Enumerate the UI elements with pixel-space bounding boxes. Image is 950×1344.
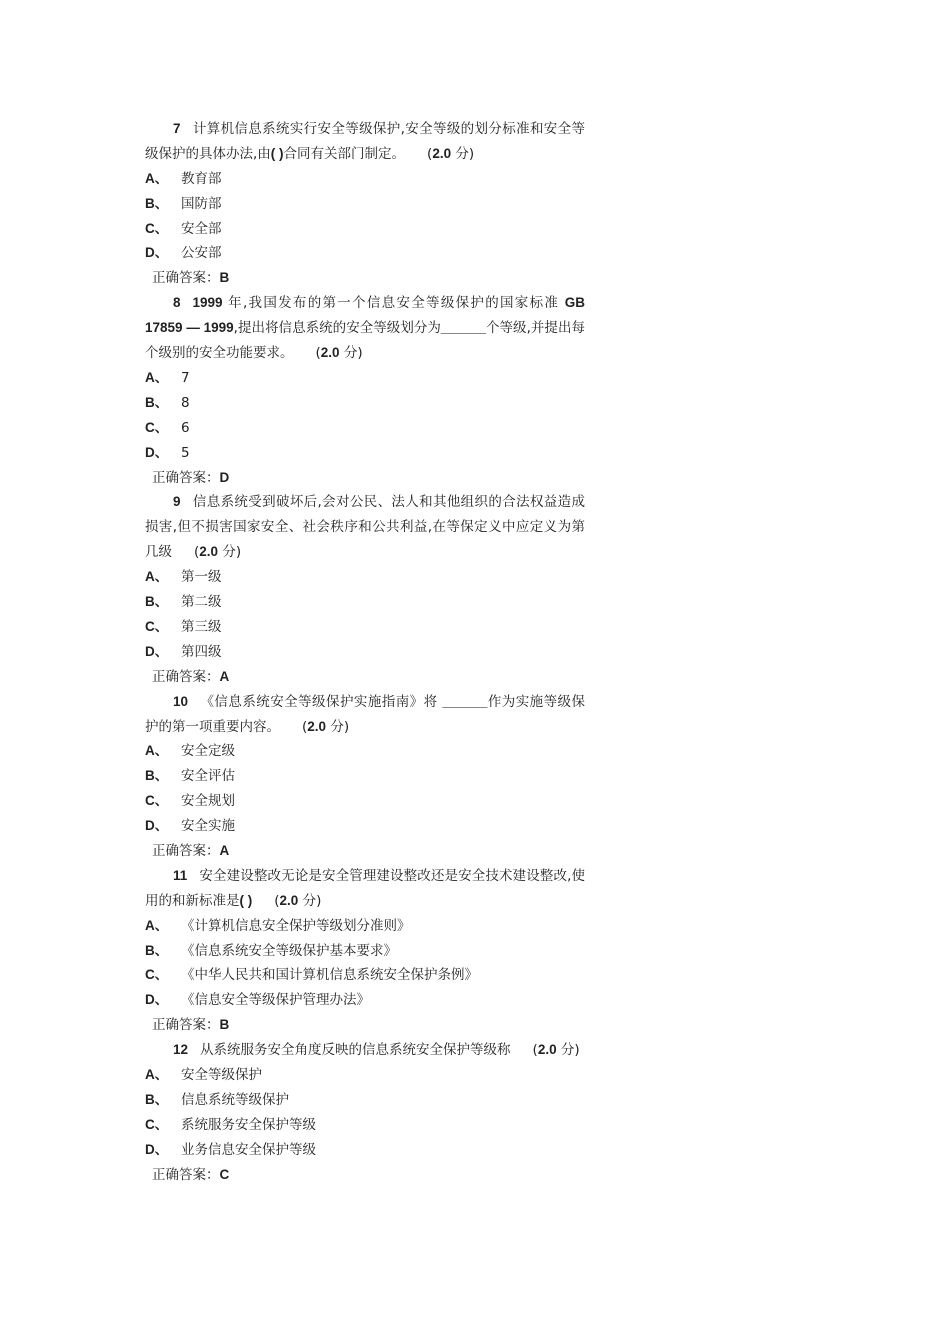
- option-b: [145, 1088, 585, 1113]
- option-text: 国防部: [181, 195, 222, 212]
- option-text: 8: [181, 394, 190, 411]
- option-letter: A、: [145, 917, 169, 933]
- option-text: 业务信息安全保护等级: [181, 1141, 316, 1158]
- option-letter: B、: [145, 594, 169, 610]
- option-text: 《中华人民共和国计算机信息系统安全保护条例》: [181, 967, 478, 984]
- answer-value: A: [219, 842, 230, 858]
- option-text: 6: [181, 419, 190, 436]
- question-score: (2.0 分): [274, 892, 322, 909]
- option-text: 《计算机信息安全保护等级划分准则》: [181, 917, 411, 934]
- question-score: (2.0 分): [427, 145, 475, 162]
- option-a: [145, 739, 585, 764]
- question-body: 信息系统受到破坏后,会对公民、法人和其他组织的合法权益造成损害,但不损害国家安全、社会秩序和公共利益,在等保定义中应定义为第几级: [145, 494, 585, 561]
- option-d: [145, 241, 585, 266]
- question-text: [145, 690, 585, 740]
- option-text: 第二级: [181, 594, 222, 611]
- answer-value: B: [219, 270, 230, 286]
- answer-label: 正确答案：: [152, 668, 220, 685]
- option-c: [145, 217, 585, 242]
- question-score: (2.0 分): [532, 1042, 580, 1059]
- answer-label: 正确答案：: [152, 1017, 220, 1034]
- option-b: [145, 192, 585, 217]
- option-text: 安全规划: [181, 793, 235, 810]
- question-text: [145, 490, 585, 565]
- option-b: [145, 590, 585, 615]
- option-a: [145, 914, 585, 939]
- option-letter: C、: [145, 1116, 169, 1132]
- option-letter: A、: [145, 1067, 169, 1083]
- question-number: 8: [173, 295, 181, 311]
- option-a: [145, 167, 585, 192]
- question-body: 从系统服务安全角度反映的信息系统安全保护等级称: [200, 1042, 511, 1059]
- option-d: [145, 814, 585, 839]
- option-letter: D、: [145, 818, 169, 834]
- answer-value: C: [219, 1166, 230, 1182]
- option-letter: B、: [145, 942, 169, 958]
- answer-label: 正确答案：: [152, 270, 220, 287]
- option-letter: B、: [145, 1091, 169, 1107]
- option-letter: C、: [145, 793, 169, 809]
- option-letter: C、: [145, 618, 169, 634]
- question-block-8: [145, 291, 585, 490]
- option-list: [145, 366, 585, 466]
- correct-answer: [152, 1163, 585, 1188]
- question-number: 9: [173, 494, 181, 510]
- question-block-11: [145, 864, 585, 1038]
- option-text: 安全评估: [181, 768, 235, 785]
- option-letter: B、: [145, 394, 169, 410]
- option-letter: D、: [145, 444, 169, 460]
- option-text: 第四级: [181, 643, 222, 660]
- option-c: [145, 416, 585, 441]
- option-d: [145, 441, 585, 466]
- correct-answer: [152, 839, 585, 864]
- question-block-7: [145, 117, 585, 291]
- question-number: 12: [173, 1042, 189, 1058]
- option-letter: C、: [145, 419, 169, 435]
- answer-value: D: [219, 469, 230, 485]
- option-letter: B、: [145, 195, 169, 211]
- option-text: 教育部: [181, 170, 222, 187]
- option-b: [145, 764, 585, 789]
- option-text: 安全等级保护: [181, 1067, 262, 1084]
- option-text: 公安部: [181, 245, 222, 262]
- option-d: [145, 1138, 585, 1163]
- option-letter: A、: [145, 569, 169, 585]
- option-a: [145, 565, 585, 590]
- correct-answer: [152, 266, 585, 291]
- option-letter: D、: [145, 245, 169, 261]
- document-body: [145, 117, 585, 1188]
- question-block-10: [145, 690, 585, 864]
- option-text: 《信息系统安全等级保护基本要求》: [181, 942, 397, 959]
- option-text: 第三级: [181, 618, 222, 635]
- answer-label: 正确答案：: [152, 1166, 220, 1183]
- option-letter: C、: [145, 967, 169, 983]
- answer-label: 正确答案：: [152, 469, 220, 486]
- option-text: 安全定级: [181, 743, 235, 760]
- question-text: [145, 864, 585, 914]
- question-body: 计算机信息系统实行安全等级保护,安全等级的划分标准和安全等级保护的具体办法,由( )合同有关部门制定。: [145, 121, 585, 162]
- option-letter: D、: [145, 992, 169, 1008]
- option-letter: A、: [145, 369, 169, 385]
- option-text: 信息系统等级保护: [181, 1091, 289, 1108]
- question-number: 7: [173, 121, 181, 136]
- correct-answer: [152, 1013, 585, 1038]
- option-b: [145, 391, 585, 416]
- question-body: 《信息系统安全等级保护实施指南》将 ______作为实施等级保护的第一项重要内容。: [145, 693, 586, 735]
- question-number: 11: [173, 867, 188, 883]
- option-b: [145, 939, 585, 964]
- option-letter: C、: [145, 220, 169, 236]
- option-d: [145, 640, 585, 665]
- question-score: (2.0 分): [302, 718, 350, 735]
- question-body: 1999 年,我国发布的第一个信息安全等级保护的国家标准 GB 17859 — 1999,提出将信息系统的安全等级划分为______个等级,并提出每个级别的安全功能要求。: [145, 295, 585, 362]
- option-text: 7: [181, 369, 190, 386]
- option-text: 《信息安全等级保护管理办法》: [181, 992, 370, 1009]
- option-letter: A、: [145, 170, 169, 186]
- answer-value: B: [219, 1017, 230, 1033]
- option-c: [145, 615, 585, 640]
- option-text: 安全部: [181, 220, 222, 237]
- option-c: [145, 963, 585, 988]
- option-list: [145, 167, 585, 267]
- question-block-12: [145, 1038, 585, 1187]
- question-score: (2.0 分): [194, 544, 242, 561]
- option-letter: D、: [145, 1141, 169, 1157]
- option-d: [145, 988, 585, 1013]
- option-text: 系统服务安全保护等级: [181, 1116, 316, 1133]
- option-list: [145, 1063, 585, 1163]
- answer-value: A: [219, 668, 230, 684]
- question-text: [145, 117, 585, 167]
- option-letter: B、: [145, 768, 169, 784]
- correct-answer: [152, 466, 585, 491]
- option-text: 5: [181, 444, 190, 461]
- option-list: [145, 739, 585, 839]
- option-letter: D、: [145, 643, 169, 659]
- question-number: 10: [173, 693, 189, 709]
- question-text: [145, 291, 585, 366]
- answer-label: 正确答案：: [152, 842, 220, 859]
- option-list: [145, 565, 585, 665]
- option-c: [145, 1113, 585, 1138]
- option-list: [145, 914, 585, 1014]
- question-score: (2.0 分): [315, 345, 363, 362]
- correct-answer: [152, 665, 585, 690]
- option-letter: A、: [145, 743, 169, 759]
- option-c: [145, 789, 585, 814]
- option-a: [145, 1063, 585, 1088]
- option-text: 安全实施: [181, 818, 235, 835]
- question-block-9: [145, 490, 585, 689]
- option-a: [145, 366, 585, 391]
- option-text: 第一级: [181, 569, 222, 586]
- question-body: 安全建设整改无论是安全管理建设整改还是安全技术建设整改,使用的和新标准是( ): [145, 867, 585, 909]
- question-text: [145, 1038, 585, 1063]
